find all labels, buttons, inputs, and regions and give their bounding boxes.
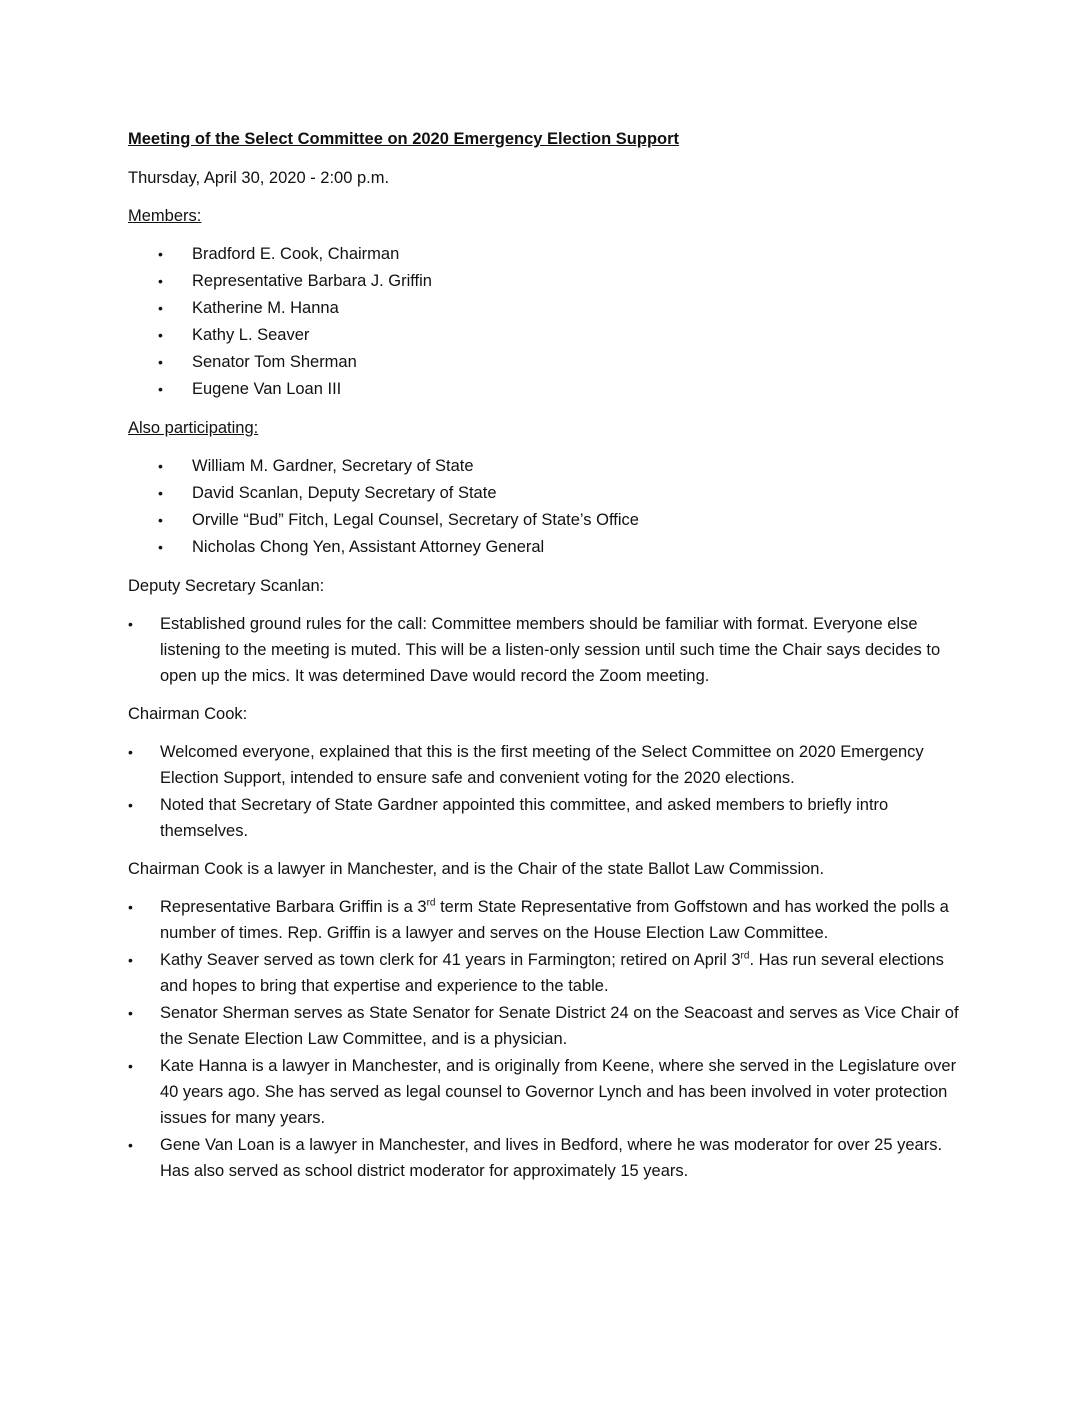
bullet-icon: • <box>128 952 133 968</box>
bullet-icon: • <box>158 539 163 555</box>
list-item <box>128 376 968 403</box>
chairman-intro: Chairman Cook is a lawyer in Manchester, and is the Chair of the state Ballot Law Commission. <box>128 860 825 878</box>
intro-text: Gene Van Loan is a lawyer in Manchester, and lives in Bedford, where he was moderator for over 25 years. Has also served as school district moderator for approximately 15 years. <box>160 1136 943 1180</box>
participant-name: William M. Gardner, Secretary of State <box>192 457 474 475</box>
bullet-icon: • <box>128 1137 133 1153</box>
chairman-note: Noted that Secretary of State Gardner appointed this committee, and asked members to briefly intro themselves. <box>160 796 889 840</box>
member-name: Kathy L. Seaver <box>192 326 310 344</box>
bullet-icon: • <box>158 273 163 289</box>
bullet-icon: • <box>158 485 163 501</box>
list-item <box>128 894 968 946</box>
bullet-icon: • <box>128 616 133 632</box>
list-item <box>128 947 968 999</box>
bullet-icon: • <box>158 381 163 397</box>
bullet-icon: • <box>158 458 163 474</box>
list-item <box>128 322 968 349</box>
chairman-heading: Chairman Cook: <box>128 705 248 723</box>
member-name: Katherine M. Hanna <box>192 299 339 317</box>
participant-name: Orville “Bud” Fitch, Legal Counsel, Secretary of State’s Office <box>192 511 639 529</box>
chairman-note: Welcomed everyone, explained that this is the first meeting of the Select Committee on 2020 Emergency Election Support, intended to ensure safe and convenient voting for the 2020 elections. <box>160 743 924 787</box>
intro-text: term State Representative from Goffstown and has worked the polls a number of times. Rep. Griffin is a lawyer and serves on the House Election Law Committee. <box>160 898 949 942</box>
participant-name: David Scanlan, Deputy Secretary of State <box>192 484 497 502</box>
list-item <box>128 1053 968 1131</box>
deputy-note: Established ground rules for the call: Committee members should be familiar with format. Everyone else listening to the meeting is muted. This will be a listen-only session until such time the Chair says decides to open up the mics. It was determined Dave would record the Zoom meeting. <box>160 615 941 685</box>
list-item <box>128 480 968 507</box>
bullet-icon: • <box>128 1005 133 1021</box>
document-title: Meeting of the Select Committee on 2020 Emergency Election Support <box>128 130 680 148</box>
member-intros-list <box>128 894 968 1184</box>
members-heading: Members: <box>128 207 202 225</box>
member-name: Senator Tom Sherman <box>192 353 357 371</box>
list-item <box>128 507 968 534</box>
list-item <box>128 295 968 322</box>
bullet-icon: • <box>128 1058 133 1074</box>
ordinal-suffix: rd <box>426 897 436 909</box>
bullet-icon: • <box>158 354 163 370</box>
bullet-icon: • <box>158 300 163 316</box>
bullet-icon: • <box>158 327 163 343</box>
list-item <box>128 534 968 561</box>
intro-text: . Has run several elections and hopes to bring that expertise and experience to the table. <box>160 951 944 995</box>
intro-text: Kate Hanna is a lawyer in Manchester, and is originally from Keene, where she served in the Legislature over 40 years ago. She has served as legal counsel to Governor Lynch and has been involved in voter protection issues for many years. <box>160 1057 957 1127</box>
list-item <box>128 453 968 480</box>
document-page <box>128 126 968 1196</box>
intro-text: Kathy Seaver served as town clerk for 41 years in Farmington; retired on April 3 <box>160 951 741 969</box>
bullet-icon: • <box>128 744 133 760</box>
member-name: Bradford E. Cook, Chairman <box>192 245 400 263</box>
list-item <box>128 349 968 376</box>
list-item <box>128 611 968 689</box>
deputy-list <box>128 611 968 689</box>
ordinal-suffix: rd <box>740 950 750 962</box>
bullet-icon: • <box>128 797 133 813</box>
list-item <box>128 739 968 791</box>
member-name: Eugene Van Loan III <box>192 380 342 398</box>
chairman-list <box>128 739 968 844</box>
intro-text: Representative Barbara Griffin is a 3 <box>160 898 427 916</box>
participants-heading: Also participating: <box>128 419 259 437</box>
bullet-icon: • <box>158 246 163 262</box>
list-item <box>128 268 968 295</box>
participant-name: Nicholas Chong Yen, Assistant Attorney General <box>192 538 545 556</box>
deputy-heading: Deputy Secretary Scanlan: <box>128 577 325 595</box>
members-list <box>128 241 968 403</box>
list-item <box>128 1132 968 1184</box>
member-name: Representative Barbara J. Griffin <box>192 272 432 290</box>
meeting-date: Thursday, April 30, 2020 - 2:00 p.m. <box>128 169 390 187</box>
list-item <box>128 241 968 268</box>
bullet-icon: • <box>158 512 163 528</box>
bullet-icon: • <box>128 899 133 915</box>
intro-text: Senator Sherman serves as State Senator for Senate District 24 on the Seacoast and serves as Vice Chair of the Senate Election Law Committee, and is a physician. <box>160 1004 959 1048</box>
list-item <box>128 1000 968 1052</box>
participants-list <box>128 453 968 561</box>
list-item <box>128 792 968 844</box>
